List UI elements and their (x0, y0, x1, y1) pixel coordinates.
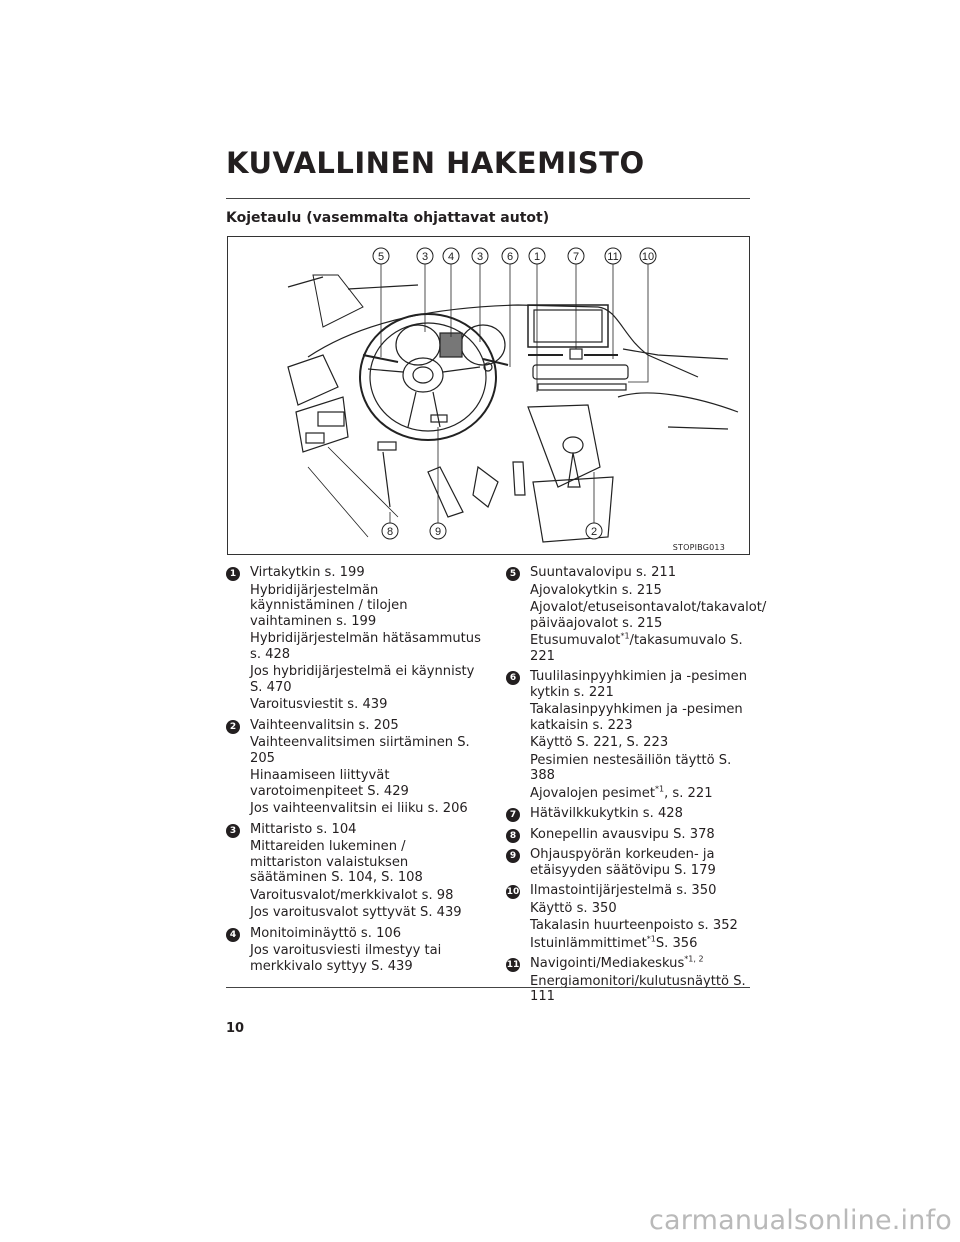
entry-heading: Mittaristo s. 104 (250, 821, 357, 837)
page-title: KUVALLINEN HAKEMISTO (226, 146, 645, 180)
entry-subitem: Pesimien nestesäiliön täyttö S. 388 (530, 752, 732, 783)
entry-number-badge: 2 (226, 720, 240, 734)
entry-number-badge: 10 (506, 887, 520, 897)
entry-subitem: Energiamonitori/kulutusnäyttö S. 111 (530, 973, 746, 1004)
entry-number-badge: 5 (506, 567, 520, 581)
entry-heading: Hätävilkkukytkin s. 428 (530, 806, 683, 821)
entry-subitem: Käyttö s. 350 (530, 900, 617, 916)
page-number: 10 (226, 1021, 245, 1036)
legend-entry-1 (226, 565, 481, 713)
entry-subitem-text: S. 356 (655, 935, 698, 951)
callout-8: 8 (386, 526, 394, 538)
entries-right-column (506, 565, 767, 1010)
callout-4: 4 (447, 251, 455, 263)
callout-1: 1 (533, 251, 541, 263)
legend-entry-7 (506, 806, 756, 822)
entry-subitem: Käyttö S. 221, S. 223 (530, 735, 669, 750)
entry-heading: Konepellin avausvipu S. 378 (530, 826, 715, 842)
footnote-marker: *1 (620, 631, 630, 641)
callout-3: 3 (476, 251, 484, 263)
callout-5: 5 (377, 251, 385, 263)
entry-heading: Virtakytkin s. 199 (250, 565, 365, 580)
callout-2: 2 (590, 526, 598, 538)
legend-entry-6 (506, 669, 756, 801)
figure-code: STOPIBG013 (672, 543, 725, 552)
entry-heading-wrap (530, 956, 756, 972)
title-divider (226, 198, 750, 199)
entry-subitem (530, 786, 756, 802)
entry-subitem: Jos vaihteenvalitsin ei liiku s. 206 (250, 801, 468, 816)
entry-subitem: Hinaamiseen liittyvät varotoimenpiteet S. 429 (250, 768, 409, 799)
legend-entry-3 (226, 822, 481, 921)
entry-subitem: Vaihteenvalitsimen siirtäminen S. 205 (250, 735, 470, 766)
entry-subitem: Takalasin huurteenpoisto s. 352 (530, 918, 738, 933)
entry-number-badge: 11 (506, 960, 520, 970)
footnote-marker: *1 (646, 934, 656, 944)
entry-subitem-text: /takasumuvalo S. 221 (530, 633, 743, 664)
entry-subitem: Varoitusvalot/merkkivalot s. 98 (250, 887, 454, 903)
legend-entry-2 (226, 718, 481, 817)
entry-heading: Ilmastointijärjestelmä s. 350 (530, 883, 717, 898)
entry-subitem-text: Ajovalojen pesimet (530, 785, 655, 801)
legend-entry-4 (226, 926, 481, 975)
entry-subitem: Mittareiden lukeminen / mittariston valaistuksen säätäminen S. 104, S. 108 (250, 839, 423, 885)
callout-9: 9 (434, 526, 442, 538)
section-subtitle: Kojetaulu (vasemmalta ohjattavat autot) (226, 210, 550, 226)
entry-subitem (530, 633, 756, 664)
entry-subitem-text: , s. 221 (664, 785, 713, 801)
entry-subitem: Takalasinpyyhkimen ja -pesimen katkaisin s. 223 (530, 702, 743, 733)
legend-entry-10 (506, 883, 756, 951)
legend-entry-5 (506, 565, 767, 664)
entry-number-badge: 1 (226, 567, 240, 581)
entry-subitem: Jos varoitusviesti ilmestyy tai merkkivalo syttyy S. 439 (250, 943, 442, 974)
entry-heading: Suuntavalovipu s. 211 (530, 565, 677, 580)
entry-heading: Monitoiminäyttö s. 106 (250, 925, 402, 941)
entry-number-badge: 3 (226, 824, 240, 838)
entry-heading: Vaihteenvalitsin s. 205 (250, 717, 399, 733)
entry-subitem: Hybridijärjestelmän käynnistäminen / tilojen vaihtaminen s. 199 (250, 582, 408, 629)
entry-number-badge: 6 (506, 671, 520, 685)
footer-divider (226, 987, 750, 988)
entry-number-badge: 8 (506, 829, 520, 843)
callout-10: 10 (641, 251, 655, 263)
entry-number-badge: 4 (226, 928, 240, 942)
dashboard-illustration (227, 236, 750, 555)
entry-subitem: Hybridijärjestelmän hätäsammutus s. 428 (250, 631, 481, 662)
callout-3: 3 (421, 251, 429, 263)
entry-number-badge: 9 (506, 849, 520, 863)
dashboard-drawing (228, 237, 748, 553)
entry-number-badge: 7 (506, 808, 520, 822)
entry-subitem: Jos hybridijärjestelmä ei käynnisty S. 470 (250, 664, 475, 695)
entry-subitem-text: Istuinlämmittimet (530, 935, 647, 951)
entry-subitem: Jos varoitusvalot syttyvät S. 439 (250, 905, 462, 920)
callout-6: 6 (506, 251, 514, 263)
entries-left-column (226, 565, 481, 979)
callout-7: 7 (572, 251, 580, 263)
legend-entry-8 (506, 827, 756, 843)
entry-heading: Navigointi/Mediakeskus (530, 956, 685, 971)
entry-subitem: Ajovalot/etuseisontavalot/takavalot/ päiväajovalot s. 215 (530, 600, 767, 631)
watermark: carmanualsonline.info (649, 1205, 952, 1236)
entry-subitem (530, 936, 756, 952)
legend-entry-9 (506, 847, 756, 878)
entry-subitem: Ajovalokytkin s. 215 (530, 582, 662, 598)
footnote-marker: *1, 2 (684, 954, 704, 964)
entry-heading: Tuulilasinpyyhkimien ja -pesimen kytkin s. 221 (530, 669, 748, 700)
entry-subitem-text: Etusumuvalot (530, 633, 621, 648)
entry-heading: Ohjauspyörän korkeuden- ja etäisyyden säätövipu S. 179 (530, 847, 716, 878)
callout-11: 11 (607, 251, 619, 263)
footnote-marker: *1 (654, 784, 665, 794)
legend-entry-11 (506, 956, 756, 1005)
entry-subitem: Varoitusviestit s. 439 (250, 697, 388, 712)
